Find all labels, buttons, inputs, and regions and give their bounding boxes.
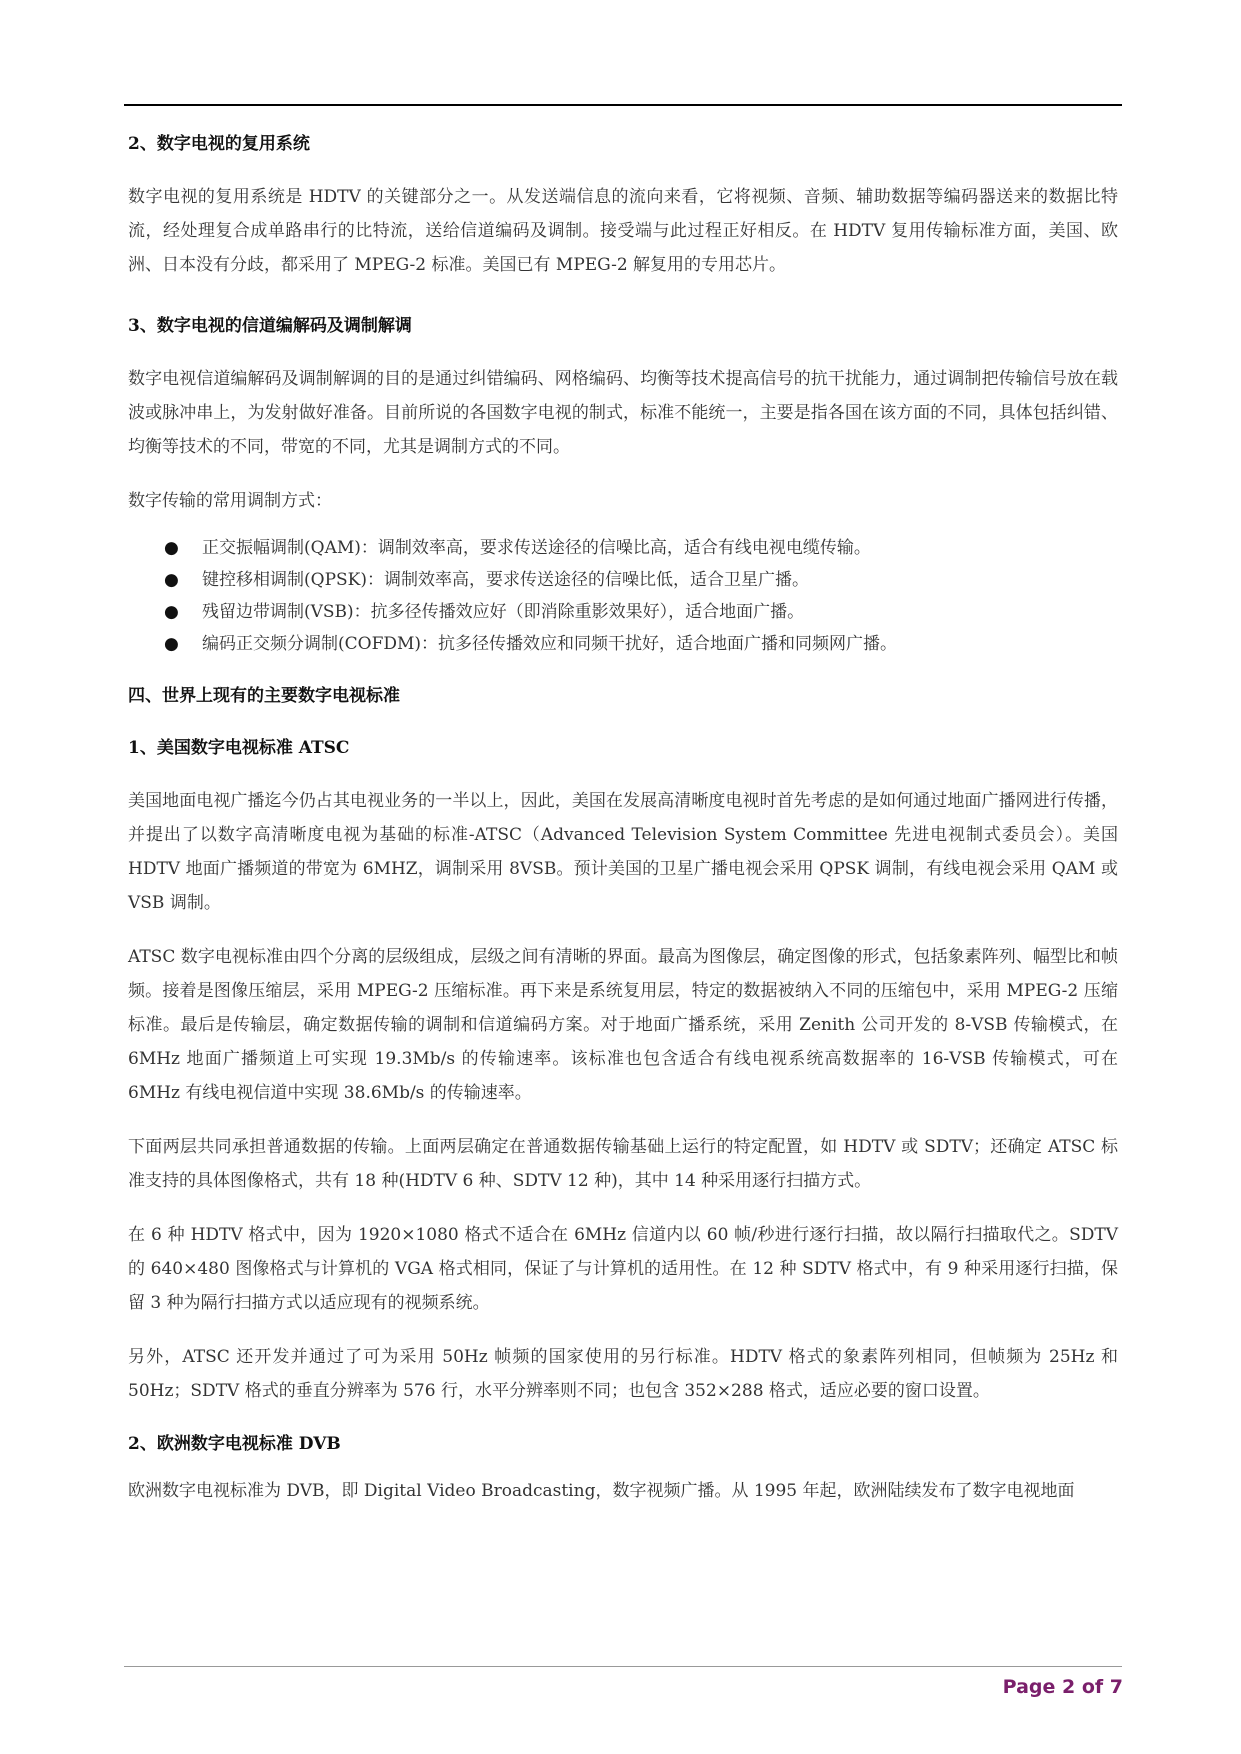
section-heading-dvb: 2、欧洲数字电视标准 DVB — [128, 1434, 341, 1454]
paragraph-atsc-2: ATSC 数字电视标准由四个分离的层级组成，层级之间有清晰的界面。最高为图像层，确定图像的形式，包括象素阵列、幅型比和帧频。接着是图像压缩层，采用 MPEG-2 压缩标准。再下来是系统复用层，特定的数据被纳入不同的压缩包中，采用 MPEG-2 压缩标准。最后是传输层，确定数据传输的调制和信道编码方案。对于地面广播系统，采用 Zenith 公司开发的 8-VSB 传输模式，在 6MHz 地面广播频道上可实现 19.3Mb/s 的传输速率。该标准也包含适合有线电视系统高数据率的 16-VSB 传输模式，可在 6MHz 有线电视信道中实现 38.6Mb/s 的传输速率。 — [128, 947, 1118, 1103]
list-item — [128, 532, 1118, 564]
paragraph-multiplex: 数字电视的复用系统是 HDTV 的关键部分之一。从发送端信息的流向来看，它将视频、音频、辅助数据等编码器送来的数据比特流，经处理复合成单路串行的比特流，送给信道编码及调制。接受端与此过程正好相反。在 HDTV 复用传输标准方面，美国、欧洲、日本没有分歧，都采用了 MPEG-2 标准。美国已有 MPEG-2 解复用的专用芯片。 — [128, 187, 1118, 275]
list-item-text: 残留边带调制(VSB)：抗多径传播效应好（即消除重影效果好），适合地面广播。 — [202, 602, 805, 622]
paragraph-atsc-5: 另外，ATSC 还开发并通过了可为采用 50Hz 帧频的国家使用的另行标准。HDTV 格式的象素阵列相同，但帧频为 25Hz 和 50Hz；SDTV 格式的垂直分辨率为 576 行，水平分辨率则不同；也包含 352×288 格式，适应必要的窗口设置。 — [128, 1347, 1118, 1401]
bullet-icon: ● — [164, 634, 179, 654]
section-heading-standards: 四、世界上现有的主要数字电视标准 — [128, 686, 400, 706]
section-heading-multiplex: 2、数字电视的复用系统 — [128, 134, 310, 154]
list-item — [128, 596, 1118, 628]
bullet-icon: ● — [164, 538, 179, 558]
section-heading-channel-coding: 3、数字电视的信道编解码及调制解调 — [128, 316, 412, 336]
page-content — [128, 128, 1118, 1508]
paragraph-atsc-3: 下面两层共同承担普通数据的传输。上面两层确定在普通数据传输基础上运行的特定配置，如 HDTV 或 SDTV；还确定 ATSC 标准支持的具体图像格式，共有 18 种(HDTV 6 种、SDTV 12 种)，其中 14 种采用逐行扫描方式。 — [128, 1137, 1118, 1191]
bullet-icon: ● — [164, 570, 179, 590]
bullet-icon: ● — [164, 602, 179, 622]
paragraph-modulation-intro: 数字传输的常用调制方式： — [128, 491, 332, 511]
footer-rule — [124, 1666, 1122, 1667]
paragraph-atsc-1: 美国地面电视广播迄今仍占其电视业务的一半以上，因此，美国在发展高清晰度电视时首先考虑的是如何通过地面广播网进行传播，并提出了以数字高清晰度电视为基础的标准-ATSC（Advanced Television System Committee 先进电视制式委员会）。美国 HDTV 地面广播频道的带宽为 6MHZ，调制采用 8VSB。预计美国的卫星广播电视会采用 QPSK 调制，有线电视会采用 QAM 或 VSB 调制。 — [128, 791, 1118, 913]
modulation-list — [128, 532, 1118, 660]
header-rule — [124, 104, 1122, 106]
section-heading-atsc: 1、美国数字电视标准 ATSC — [128, 738, 350, 758]
paragraph-dvb: 欧洲数字电视标准为 DVB，即 Digital Video Broadcasting，数字视频广播。从 1995 年起，欧洲陆续发布了数字电视地面 — [128, 1481, 1075, 1501]
paragraph-channel-coding: 数字电视信道编解码及调制解调的目的是通过纠错编码、网格编码、均衡等技术提高信号的抗干扰能力，通过调制把传输信号放在载波或脉冲串上，为发射做好准备。目前所说的各国数字电视的制式，标准不能统一，主要是指各国在该方面的不同，具体包括纠错、均衡等技术的不同，带宽的不同，尤其是调制方式的不同。 — [128, 369, 1118, 457]
list-item-text: 正交振幅调制(QAM)：调制效率高，要求传送途径的信噪比高，适合有线电视电缆传输。 — [202, 538, 871, 558]
list-item — [128, 564, 1118, 596]
list-item — [128, 628, 1118, 660]
list-item-text: 键控移相调制(QPSK)：调制效率高，要求传送途径的信噪比低，适合卫星广播。 — [202, 570, 809, 590]
paragraph-atsc-4: 在 6 种 HDTV 格式中，因为 1920×1080 格式不适合在 6MHz 信道内以 60 帧/秒进行逐行扫描，故以隔行扫描取代之。SDTV 的 640×480 图像格式与计算机的 VGA 格式相同，保证了与计算机的适用性。在 12 种 SDTV 格式中，有 9 种采用逐行扫描，保留 3 种为隔行扫描方式以适应现有的视频系统。 — [128, 1225, 1118, 1313]
list-item-text: 编码正交频分调制(COFDM)：抗多径传播效应和同频干扰好，适合地面广播和同频网广播。 — [202, 634, 898, 654]
page-number: Page 2 of 7 — [1002, 1676, 1123, 1698]
